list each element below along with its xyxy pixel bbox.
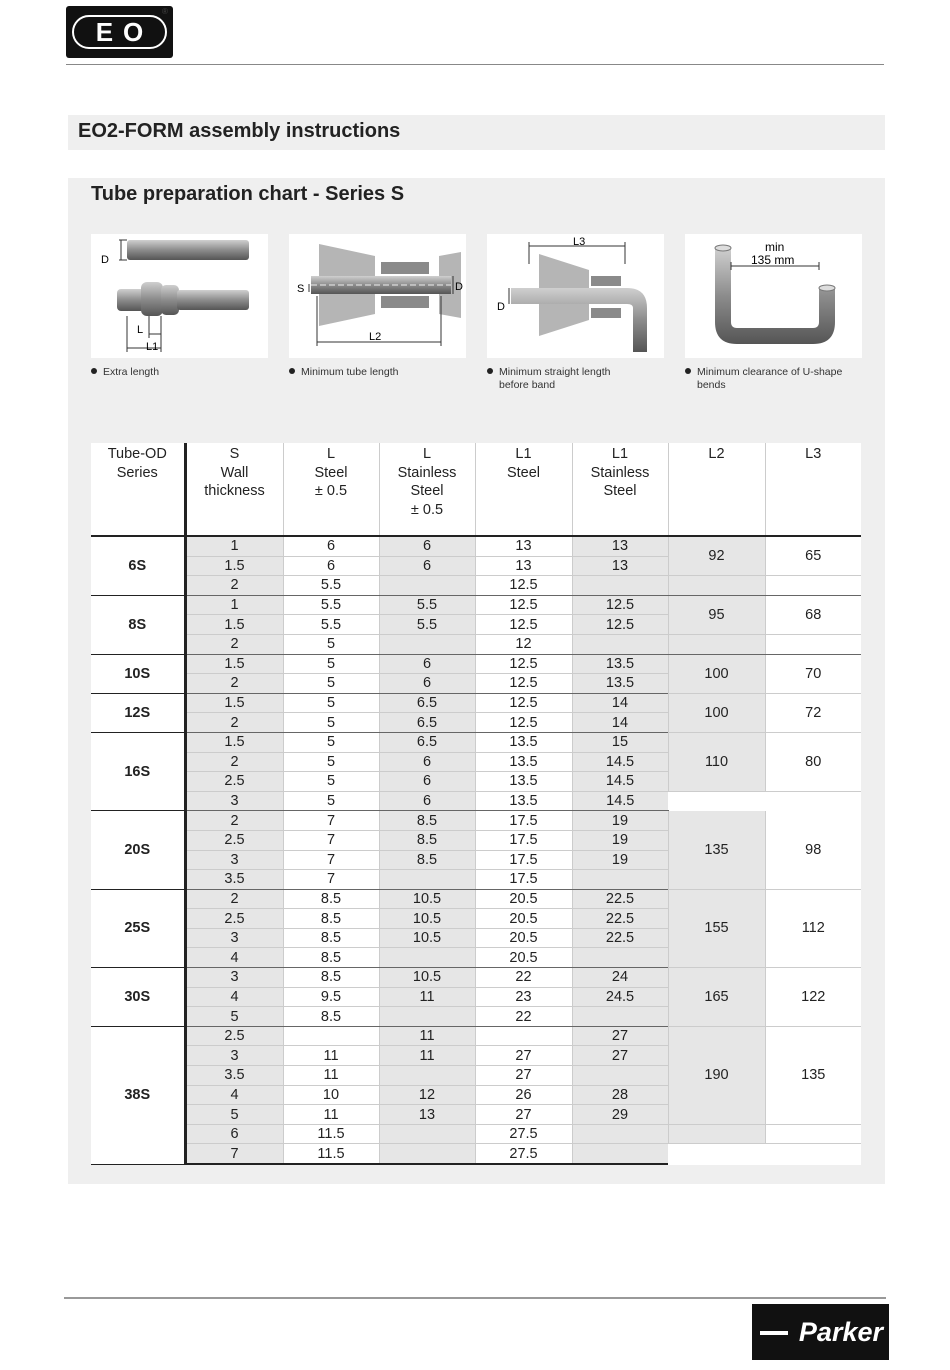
table-cell: 13.5 [475, 732, 572, 752]
table-cell: 1 [185, 536, 283, 556]
table-cell: 11 [283, 1066, 379, 1086]
table-cell: 3 [185, 928, 283, 948]
table-cell: 14.5 [572, 752, 668, 772]
table-cell: 22.5 [572, 928, 668, 948]
header-line: Steel [314, 464, 348, 481]
table-cell: 5 [283, 654, 379, 674]
table-cell [572, 1066, 668, 1086]
table-cell: 1 [185, 595, 283, 615]
table-cell: 11 [283, 1046, 379, 1066]
table-cell: 12 [379, 1085, 475, 1105]
table-cell: 5 [283, 772, 379, 792]
header-line: Series [116, 464, 158, 481]
l2-cell: 190 [668, 1026, 765, 1124]
table-cell: 7 [283, 830, 379, 850]
l3-cell: 80 [765, 732, 861, 791]
fig1-label-l: L [137, 324, 144, 336]
table-cell: 6 [379, 674, 475, 694]
series-cell: 20S [91, 811, 185, 889]
table-cell: 5 [283, 791, 379, 811]
table-cell: 5 [283, 732, 379, 752]
caption-u-shape-clearance: Minimum clearance of U-shape bends [685, 366, 857, 392]
table-cell: 13.5 [475, 752, 572, 772]
table-cell: 10.5 [379, 928, 475, 948]
table-cell: 6 [379, 772, 475, 792]
l3-cell: 70 [765, 654, 861, 693]
l2-cell: 135 [668, 811, 765, 889]
table-cell [379, 870, 475, 890]
table-cell: 19 [572, 830, 668, 850]
table-cell: 6.5 [379, 732, 475, 752]
chart-subtitle: Tube preparation chart - Series S [91, 183, 405, 205]
fig2-label-s: S [297, 283, 305, 295]
table-cell: 6 [283, 536, 379, 556]
table-cell: 2 [185, 713, 283, 733]
page-title: EO2-FORM assembly instructions [78, 120, 401, 142]
footer-rule [64, 1297, 886, 1299]
table-cell: 12.5 [475, 654, 572, 674]
table-cell: 27 [572, 1026, 668, 1046]
table-cell: 10.5 [379, 968, 475, 988]
table-cell: 12.5 [475, 713, 572, 733]
parker-logo-text: Parker [798, 1316, 883, 1347]
l2-cell [668, 576, 765, 596]
fig2-label-d: D [455, 281, 463, 293]
table-cell: 11 [379, 1046, 475, 1066]
l3-cell: 68 [765, 595, 861, 634]
table-cell: 2.5 [185, 830, 283, 850]
l3-cell: 135 [765, 1026, 861, 1124]
table-cell: 20.5 [475, 889, 572, 909]
series-cell: 38S [91, 1026, 185, 1164]
table-cell: 20.5 [475, 948, 572, 968]
table-header-cell [572, 443, 668, 536]
l2-cell: 165 [668, 968, 765, 1027]
header-line: ± 0.5 [314, 483, 348, 499]
header-line: L [326, 446, 336, 462]
table-header-cell [283, 443, 379, 536]
table-cell: 13.5 [572, 654, 668, 674]
figure-extra-length [91, 234, 268, 358]
table-header-cell [185, 443, 283, 536]
l3-cell: 112 [765, 889, 861, 967]
header-line: Stainless [397, 464, 457, 481]
table-cell: 10.5 [379, 889, 475, 909]
table-cell: 3.5 [185, 870, 283, 890]
table-cell: 11.5 [283, 1144, 379, 1164]
table-row [91, 968, 861, 988]
parker-logo [752, 1304, 889, 1360]
l2-cell [668, 1124, 765, 1144]
table-cell [379, 1066, 475, 1086]
series-cell: 16S [91, 732, 185, 810]
series-cell: 30S [91, 968, 185, 1027]
table-cell: 15 [572, 732, 668, 752]
table-cell: 6 [283, 556, 379, 576]
table-cell [572, 948, 668, 968]
caption-extra-length: Extra length [91, 366, 159, 379]
table-cell: 22.5 [572, 909, 668, 929]
table-header-cell [475, 443, 572, 536]
table-cell [379, 1124, 475, 1144]
caption-minimum-straight-length: Minimum straight length before band [487, 366, 639, 392]
table-cell: 27 [475, 1105, 572, 1125]
table-cell: 5 [283, 752, 379, 772]
series-cell: 25S [91, 889, 185, 967]
table-cell: 17.5 [475, 811, 572, 831]
header-line: ± 0.5 [410, 501, 444, 518]
table-cell: 5 [185, 1105, 283, 1125]
table-cell: 7 [283, 850, 379, 870]
fig3-label-l3: L3 [573, 236, 586, 248]
table-cell: 14.5 [572, 772, 668, 792]
series-cell: 12S [91, 693, 185, 732]
header-line: L1 [611, 446, 629, 462]
fig1-label-l1: L1 [146, 341, 159, 353]
table-row [91, 536, 861, 556]
table-cell: 27 [475, 1066, 572, 1086]
table-cell: 3 [185, 791, 283, 811]
table-cell: 2 [185, 889, 283, 909]
table-cell: 5 [283, 634, 379, 654]
table-cell: 12.5 [572, 595, 668, 615]
fig2-label-l2: L2 [369, 331, 382, 343]
table-cell: 13 [379, 1105, 475, 1125]
l3-cell: 72 [765, 693, 861, 732]
series-cell: 6S [91, 536, 185, 595]
l2-cell: 92 [668, 536, 765, 576]
table-cell [379, 948, 475, 968]
table-cell: 11 [379, 987, 475, 1007]
table-row [91, 693, 861, 713]
table-cell: 20.5 [475, 928, 572, 948]
table-cell: 6 [185, 1124, 283, 1144]
table-cell: 27.5 [475, 1144, 572, 1164]
series-cell: 8S [91, 595, 185, 654]
table-cell: 12.5 [475, 693, 572, 713]
l3-cell: 98 [765, 811, 861, 889]
table-cell: 1.5 [185, 693, 283, 713]
table-cell: 13 [572, 556, 668, 576]
series-cell: 10S [91, 654, 185, 693]
table-cell: 2.5 [185, 772, 283, 792]
table-cell: 8.5 [379, 830, 475, 850]
table-cell: 6 [379, 556, 475, 576]
table-cell [379, 576, 475, 596]
caption-minimum-tube-length: Minimum tube length [289, 366, 398, 379]
table-cell [572, 634, 668, 654]
bullet-icon [487, 368, 493, 374]
fig3-label-d: D [497, 301, 505, 313]
table-cell: 5.5 [283, 576, 379, 596]
table-cell [475, 1026, 572, 1046]
l2-cell: 110 [668, 732, 765, 791]
table-cell: 13.5 [475, 772, 572, 792]
table-cell: 2 [185, 576, 283, 596]
table-cell [572, 1007, 668, 1027]
table-cell: 10.5 [379, 909, 475, 929]
table-cell: 5 [283, 693, 379, 713]
table-cell: 29 [572, 1105, 668, 1125]
l3-cell [765, 634, 861, 654]
table-cell: 5.5 [283, 615, 379, 635]
table-row [91, 576, 861, 596]
table-cell: 12.5 [572, 615, 668, 635]
table-cell: 22.5 [572, 889, 668, 909]
table-cell: 27 [475, 1046, 572, 1066]
table-cell: 8.5 [283, 968, 379, 988]
table-header-cell [91, 443, 185, 536]
table-cell: 3 [185, 968, 283, 988]
table-cell: 5 [185, 1007, 283, 1027]
table-cell: 27.5 [475, 1124, 572, 1144]
table-cell: 12.5 [475, 576, 572, 596]
table-row [91, 634, 861, 654]
table-cell: 4 [185, 948, 283, 968]
eo-logo [66, 6, 173, 58]
l3-cell: 122 [765, 968, 861, 1027]
table-cell: 5.5 [283, 595, 379, 615]
table-cell: 20.5 [475, 909, 572, 929]
table-cell: 1.5 [185, 654, 283, 674]
table-row [91, 1144, 861, 1164]
header-line: Steel [603, 483, 637, 499]
l2-cell: 100 [668, 654, 765, 693]
header-rule [66, 64, 884, 65]
table-cell [572, 1144, 668, 1164]
header-line: S [229, 446, 240, 462]
table-cell: 28 [572, 1085, 668, 1105]
table-cell: 6.5 [379, 693, 475, 713]
table-cell: 8.5 [283, 928, 379, 948]
table-row [91, 732, 861, 752]
table-cell: 12.5 [475, 595, 572, 615]
table-cell: 7 [185, 1144, 283, 1164]
table-row [91, 1124, 861, 1144]
table-cell: 8.5 [379, 850, 475, 870]
table-cell: 3.5 [185, 1066, 283, 1086]
header-line: Wall [220, 464, 249, 481]
header-line: L [422, 446, 432, 462]
table-cell: 17.5 [475, 850, 572, 870]
table-cell: 23 [475, 987, 572, 1007]
table-cell: 3 [185, 850, 283, 870]
table-row [91, 654, 861, 674]
header-line: Tube-OD [107, 446, 167, 462]
table-cell: 5.5 [379, 595, 475, 615]
table-cell: 11 [283, 1105, 379, 1125]
table-cell: 17.5 [475, 830, 572, 850]
header-line: thickness [204, 483, 265, 499]
figure-minimum-straight-length [487, 234, 664, 358]
table-cell: 8.5 [283, 1007, 379, 1027]
table-header-cell [765, 443, 861, 536]
table-cell [572, 576, 668, 596]
table-cell: 27 [572, 1046, 668, 1066]
table-cell: 13 [475, 536, 572, 556]
bullet-icon [289, 368, 295, 374]
table-cell: 8.5 [379, 811, 475, 831]
header-line: L1 [515, 446, 532, 462]
table-cell: 12.5 [475, 615, 572, 635]
table-cell: 1.5 [185, 732, 283, 752]
l2-cell: 155 [668, 889, 765, 967]
table-cell: 7 [283, 811, 379, 831]
table-cell: 6 [379, 752, 475, 772]
figure-u-shape-clearance [685, 234, 862, 358]
table-cell: 13.5 [572, 674, 668, 694]
table-cell: 3 [185, 1046, 283, 1066]
bullet-icon [91, 368, 97, 374]
table-row [91, 889, 861, 909]
table-cell: 12 [475, 634, 572, 654]
table-cell: 2 [185, 811, 283, 831]
table-row [91, 791, 861, 811]
table-cell: 2.5 [185, 1026, 283, 1046]
table-cell: 19 [572, 811, 668, 831]
table-cell: 9.5 [283, 987, 379, 1007]
table-cell: 26 [475, 1085, 572, 1105]
header-line: L3 [805, 446, 822, 462]
table-cell: 13 [475, 556, 572, 576]
parker-logo-bar [760, 1331, 788, 1335]
title-bar [68, 115, 885, 150]
table-cell: 6 [379, 536, 475, 556]
l3-cell: 65 [765, 536, 861, 576]
table-cell: 5 [283, 713, 379, 733]
eo-logo-text: EO [72, 15, 167, 49]
table-cell: 4 [185, 987, 283, 1007]
table-cell: 6 [379, 654, 475, 674]
table-row [91, 811, 861, 831]
l2-cell: 95 [668, 595, 765, 634]
table-cell: 2 [185, 634, 283, 654]
table-header-cell [379, 443, 475, 536]
header-line: L2 [708, 446, 725, 462]
table-cell: 4 [185, 1085, 283, 1105]
table-cell: 13 [572, 536, 668, 556]
table-row [91, 1026, 861, 1046]
table-cell: 1.5 [185, 556, 283, 576]
table-cell: 14 [572, 693, 668, 713]
table-cell: 8.5 [283, 948, 379, 968]
table-cell: 24.5 [572, 987, 668, 1007]
table-cell: 11 [379, 1026, 475, 1046]
bullet-icon [685, 368, 691, 374]
table-cell: 2 [185, 752, 283, 772]
tube-preparation-table [91, 443, 861, 1165]
figure-minimum-tube-length [289, 234, 466, 358]
table-cell: 6.5 [379, 713, 475, 733]
header-line: Stainless [590, 464, 650, 481]
l3-cell [765, 576, 861, 596]
table-cell [379, 1007, 475, 1027]
table-cell: 13.5 [475, 791, 572, 811]
fig4-label-min: min [765, 240, 785, 254]
table-cell: 5.5 [379, 615, 475, 635]
table-cell: 10 [283, 1085, 379, 1105]
l3-cell [765, 1124, 861, 1144]
fig4-label-135mm: 135 mm [751, 253, 795, 267]
fig1-label-d: D [101, 254, 109, 266]
table-cell: 7 [283, 870, 379, 890]
table-cell: 17.5 [475, 870, 572, 890]
table-cell: 5 [283, 674, 379, 694]
table-cell: 14.5 [572, 791, 668, 811]
table-cell: 2.5 [185, 909, 283, 929]
table-cell [572, 1124, 668, 1144]
table-cell: 24 [572, 968, 668, 988]
table-header-cell [668, 443, 765, 536]
table-cell: 22 [475, 1007, 572, 1027]
table-cell [379, 634, 475, 654]
table-cell [283, 1026, 379, 1046]
table-cell: 19 [572, 850, 668, 870]
l2-cell: 100 [668, 693, 765, 732]
table-cell: 8.5 [283, 889, 379, 909]
table-cell: 12.5 [475, 674, 572, 694]
table-cell: 14 [572, 713, 668, 733]
table-cell: 2 [185, 674, 283, 694]
header-line: Steel [506, 464, 541, 481]
table-cell [572, 870, 668, 890]
header-line: Steel [410, 483, 444, 499]
table-cell: 11.5 [283, 1124, 379, 1144]
table-cell: 8.5 [283, 909, 379, 929]
table-row [91, 595, 861, 615]
table-cell: 6 [379, 791, 475, 811]
registered-mark: ® [162, 7, 168, 16]
table-cell: 1.5 [185, 615, 283, 635]
table-cell: 22 [475, 968, 572, 988]
table-header-row [91, 443, 861, 536]
l2-cell [668, 634, 765, 654]
table-cell [379, 1144, 475, 1164]
